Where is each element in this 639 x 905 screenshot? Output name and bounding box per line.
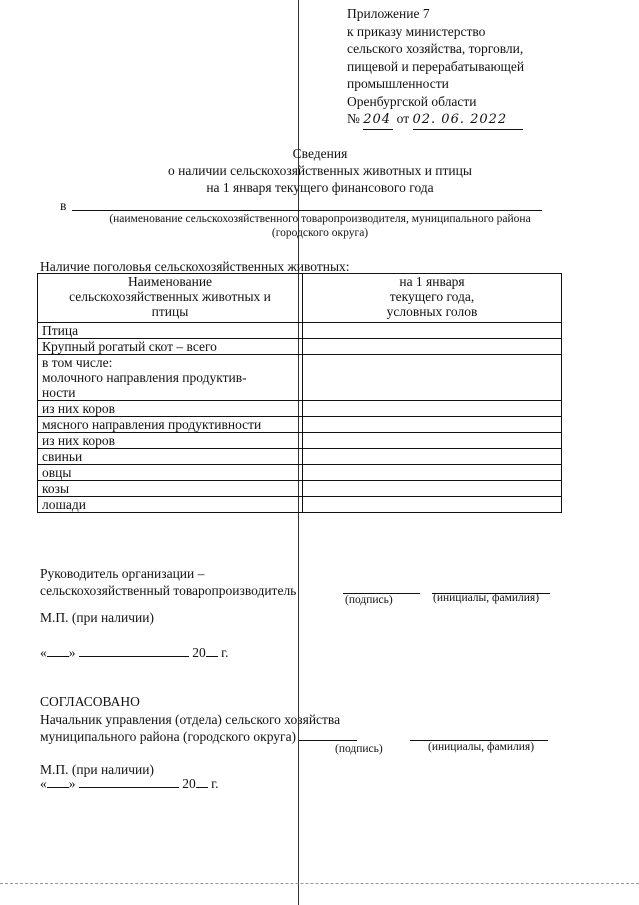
- date-prefix: от: [396, 111, 410, 126]
- title-line: о наличии сельскохозяйственных животных и птицы: [168, 163, 472, 178]
- livestock-table: [37, 273, 562, 513]
- table-row: [38, 323, 562, 339]
- annex-line: промышленности: [347, 76, 449, 91]
- row-value: [303, 323, 562, 339]
- stamp-note: М.П. (при наличии): [40, 762, 154, 777]
- annex-number-line: [347, 110, 524, 130]
- caption-line: (городского округа): [271, 227, 369, 239]
- row-value: [303, 433, 562, 449]
- header-text: условных голов: [386, 304, 478, 319]
- annex-line: пищевой и перерабатывающей: [347, 58, 525, 74]
- annex-line: Оренбургской области: [347, 93, 477, 109]
- document-title: [90, 145, 550, 196]
- row-value: [303, 449, 562, 465]
- row-label: козы: [38, 481, 303, 497]
- signature-underline: [299, 740, 357, 741]
- row-value: [303, 355, 562, 401]
- title-line: Сведения: [292, 146, 348, 161]
- year-blank: [196, 787, 208, 788]
- table-row: [38, 481, 562, 497]
- row-value: [303, 465, 562, 481]
- approver-title: [40, 728, 357, 745]
- row-value: [303, 401, 562, 417]
- name-caption: (инициалы, фамилия): [433, 592, 540, 604]
- table-row: [38, 401, 562, 417]
- signature-caption: (подпись): [345, 594, 393, 606]
- date-line: [40, 776, 219, 792]
- annex-line: Приложение 7: [347, 6, 430, 21]
- signer-title: сельскохозяйственный товаропроизводитель: [40, 583, 297, 598]
- table-row: [38, 417, 562, 433]
- producer-prefix: в: [60, 198, 67, 213]
- year-suffix: г.: [211, 776, 219, 791]
- row-label: Крупный рогатый скот – всего: [38, 339, 303, 355]
- header-text: сельскохозяйственных животных и: [69, 289, 271, 304]
- producer-caption: [40, 212, 600, 240]
- name-caption: (инициалы, фамилия): [428, 741, 535, 753]
- date-line: [40, 645, 229, 661]
- header-count: [303, 274, 562, 323]
- header-text: текущего года,: [389, 289, 475, 304]
- table-row: [38, 449, 562, 465]
- row-label: [38, 355, 303, 401]
- annex-line: сельского хозяйства, торговли,: [347, 41, 524, 56]
- day-blank: [47, 787, 69, 788]
- table-header-row: [38, 274, 562, 323]
- order-number: 204: [363, 111, 393, 130]
- row-label: Птица: [38, 323, 303, 339]
- row-label: свиньи: [38, 449, 303, 465]
- number-prefix: №: [347, 111, 360, 126]
- year-prefix: 20: [192, 645, 206, 660]
- row-label: мясного направления продуктивности: [38, 417, 303, 433]
- annex-block: [347, 5, 524, 130]
- approver-title: Начальник управления (отдела) сельского хозяйства: [40, 712, 341, 727]
- row-value: [303, 417, 562, 433]
- row-text: молочного направления продуктив-: [42, 370, 247, 385]
- approval-block: [40, 711, 357, 745]
- title-line: на 1 января текущего финансового года: [206, 180, 434, 195]
- livestock-heading: Наличие поголовья сельскохозяйственных животных:: [40, 259, 350, 274]
- row-label: овцы: [38, 465, 303, 481]
- row-text: ности: [42, 385, 76, 400]
- row-label: лошади: [38, 497, 303, 513]
- order-date: 02. 06. 2022: [413, 111, 523, 130]
- table-row: [38, 433, 562, 449]
- annex-line: к приказу министерство: [347, 23, 486, 39]
- header-text: на 1 января: [399, 274, 465, 289]
- month-blank: [79, 656, 189, 657]
- table-row: [38, 465, 562, 481]
- year-blank: [206, 656, 218, 657]
- quote-open: «: [40, 645, 47, 660]
- table-row: [38, 339, 562, 355]
- row-value: [303, 339, 562, 355]
- table-row: [38, 497, 562, 513]
- caption-line: (наименование сельскохозяйственного товаропроизводителя, муниципального района: [109, 213, 531, 225]
- quote-close: »: [68, 776, 76, 791]
- row-value: [303, 497, 562, 513]
- signature-block: [40, 565, 296, 599]
- month-blank: [79, 787, 179, 788]
- year-suffix: г.: [221, 645, 229, 660]
- row-label: из них коров: [38, 401, 303, 417]
- approval-heading: СОГЛАСОВАНО: [40, 694, 140, 709]
- year-prefix: 20: [182, 776, 196, 791]
- row-value: [303, 481, 562, 497]
- row-label: из них коров: [38, 433, 303, 449]
- stamp-note: М.П. (при наличии): [40, 610, 154, 625]
- day-blank: [47, 656, 69, 657]
- bottom-fold-line: [0, 883, 639, 892]
- approver-text: муниципального района (городского округа): [40, 729, 297, 744]
- header-text: Наименование: [127, 274, 213, 289]
- header-text: птицы: [151, 304, 189, 319]
- quote-close: »: [68, 645, 76, 660]
- signature-caption: (подпись): [335, 743, 383, 755]
- table-row: [38, 355, 562, 401]
- signer-title: Руководитель организации –: [40, 566, 205, 581]
- producer-underline: [72, 210, 542, 211]
- row-text: в том числе:: [42, 355, 113, 370]
- header-animal-name: [38, 274, 303, 323]
- quote-open: «: [40, 776, 47, 791]
